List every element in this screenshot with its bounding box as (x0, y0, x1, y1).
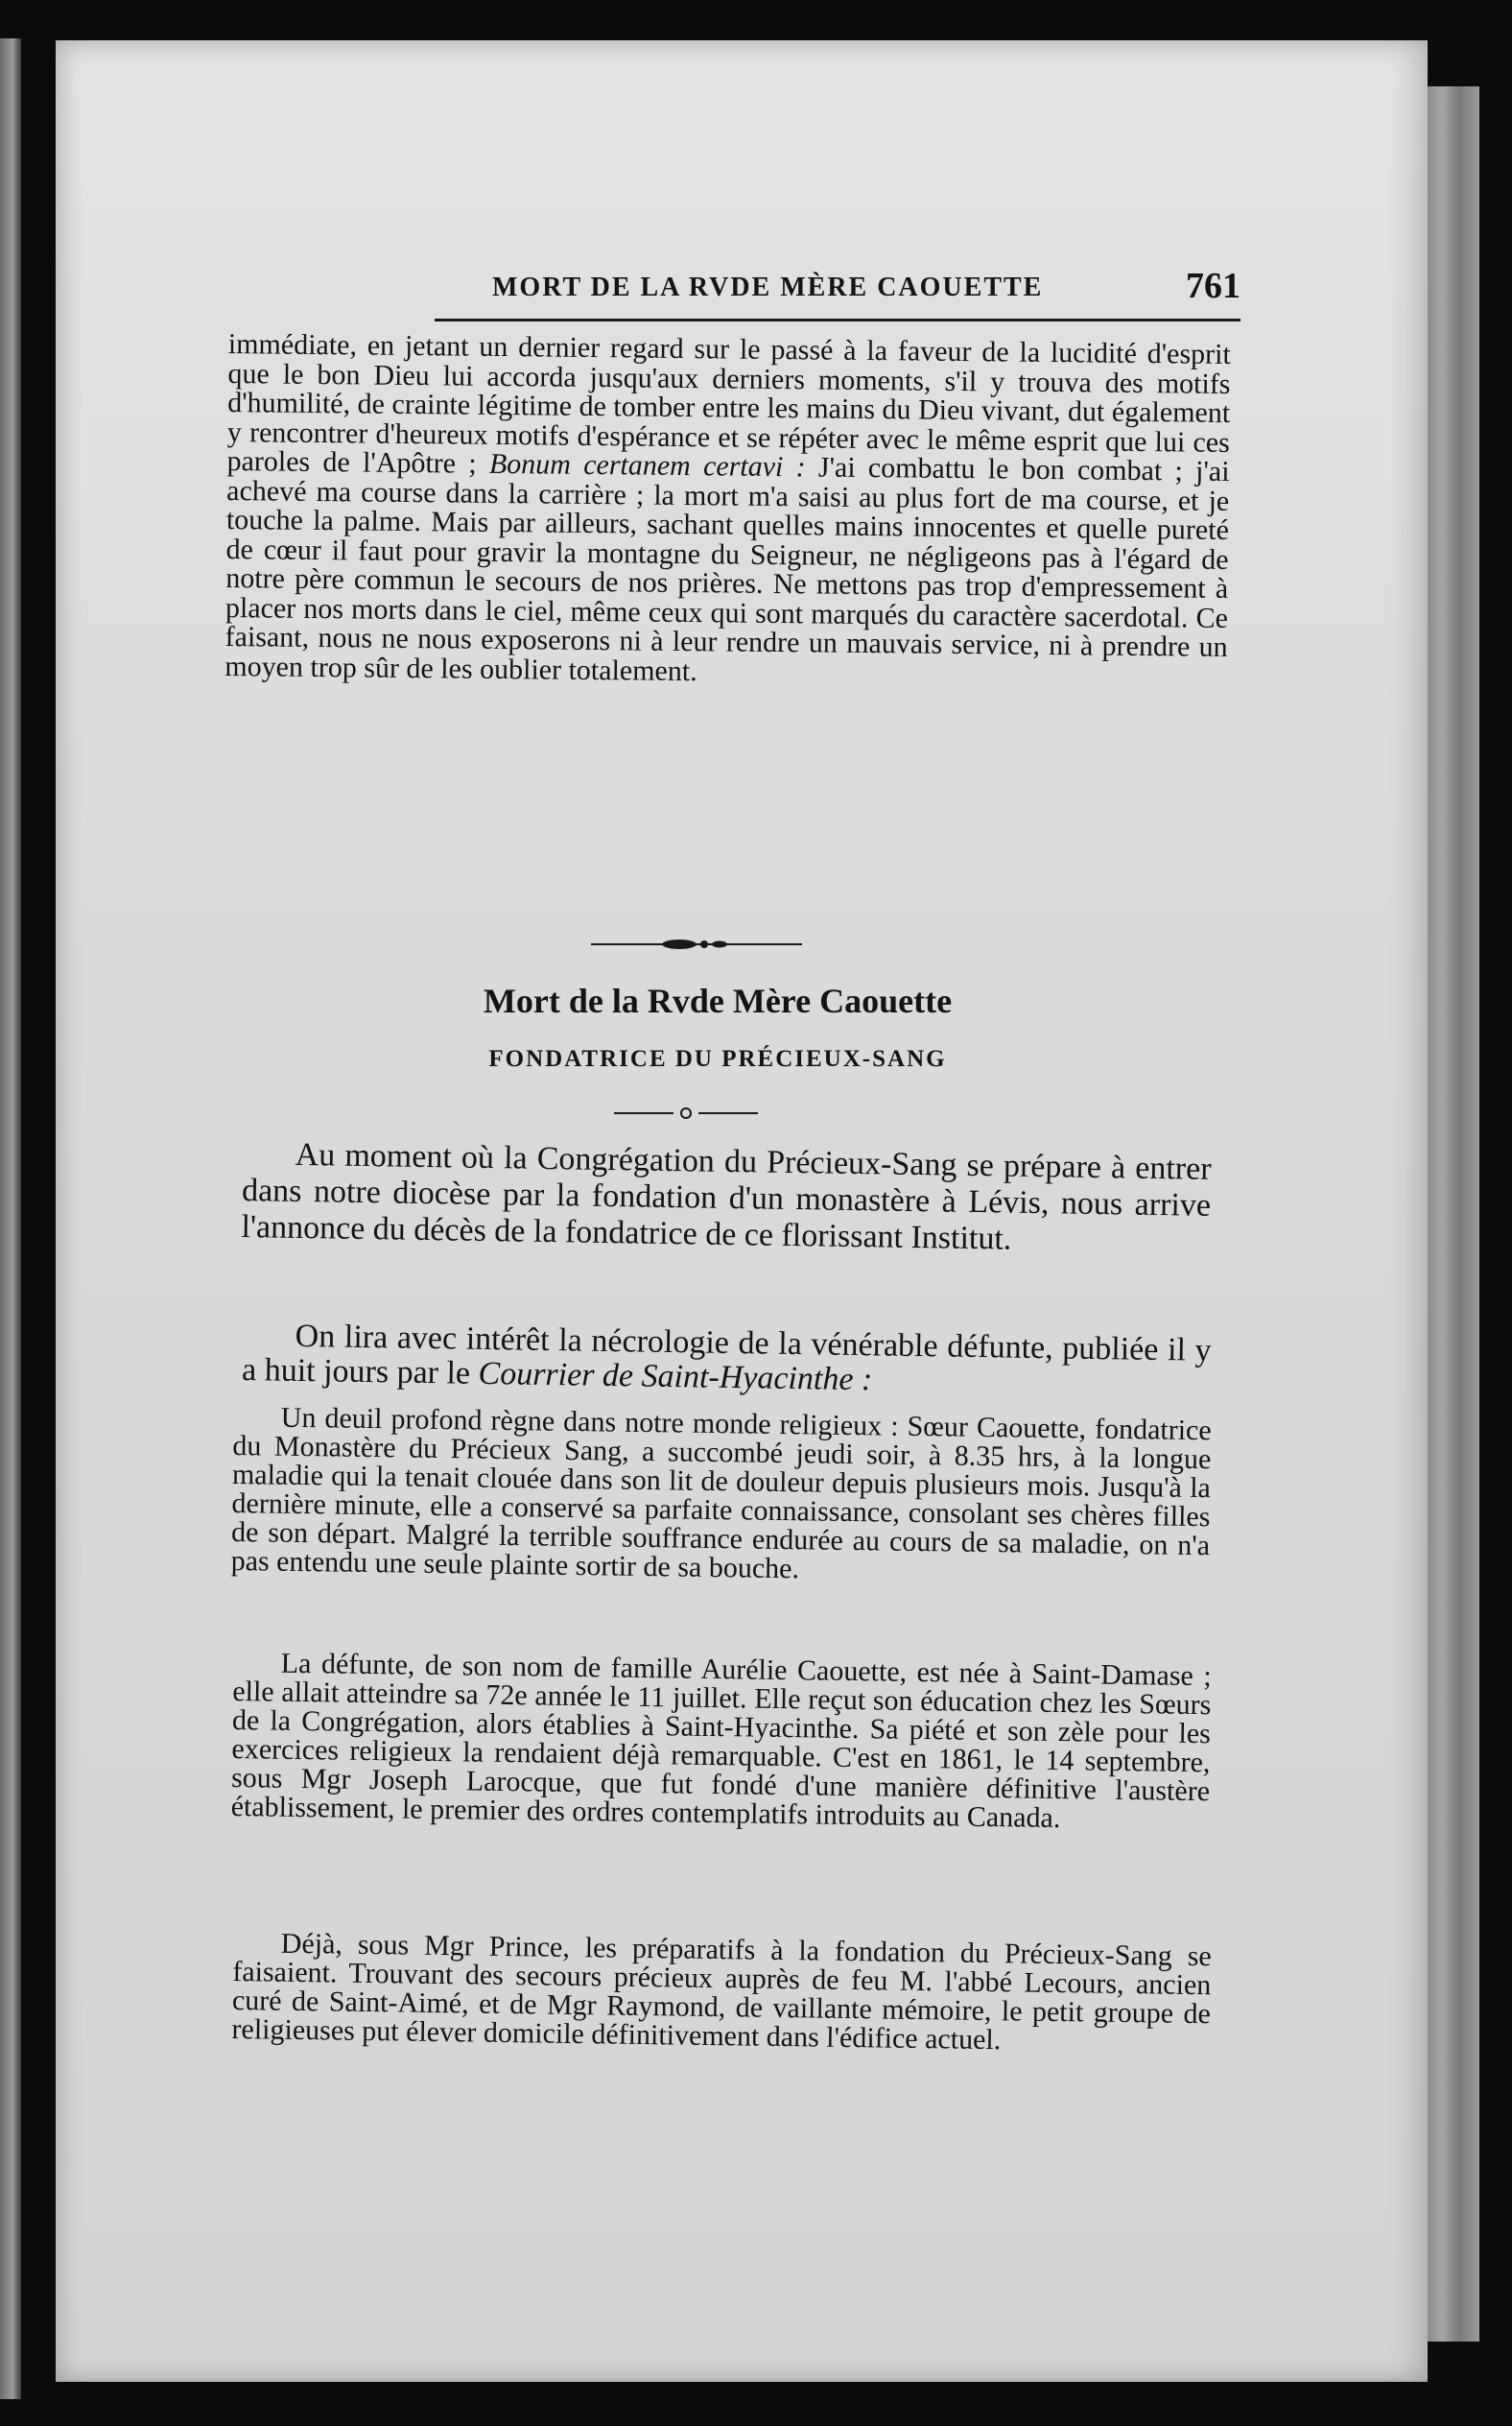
quoted-paragraph-1: Un deuil profond règne dans notre monde religieux : Sœur Caouette, fondatrice du Monastère du Précieux Sang, a succombé jeudi soir, à 8.35 hrs, à la longue maladie qui la tenait clouée dans son lit de douleur depuis plusieurs mois. Jusqu'à la dernière minute, elle a conservé sa parfaite connaissance, consolant ses chères filles de son départ. Malgré la terrible souffrance endurée au cours de sa maladie, on n'a pas entendu une seule plainte sortir de sa bouche. (230, 1401, 1212, 1585)
intro-paragraph-2 (242, 1319, 1212, 1403)
intro-paragraph-1: Au moment où la Congrégation du Précieux-Sang se prépare à entrer dans notre diocèse par la fondation d'un monastère à Lévis, nous arrive l'annonce du décès de la fondatrice de ce florissant Institut. (241, 1136, 1212, 1257)
running-title: MORT DE LA RVDE MÈRE CAOUETTE (492, 273, 1044, 302)
latin-quote: Bonum certanem certavi : (488, 447, 806, 484)
book-page (56, 40, 1428, 2382)
article-subtitle: FONDATRICE DU PRÉCIEUX-SANG (488, 1046, 947, 1072)
continued-paragraph (224, 330, 1231, 692)
ornament-divider (591, 933, 802, 956)
previous-page-edge (0, 38, 21, 2399)
newspaper-name: Courrier de Saint-Hyacinthe : (478, 1355, 873, 1398)
bottom-margin (56, 2382, 1428, 2426)
running-head (435, 261, 1240, 321)
continued-text-after: J'ai combattu le bon combat ; j'ai achevé ma course dans la carrière ; la mort m'a saisi au plus fort de ma course, et je touche la palme. Mais par ailleurs, sachant quelles mains innocentes et quelle pureté de cœur il faut pour gravir la montagne du Seigneur, ne négligeons pas à l'égard de notre père commun le secours de nos prières. Ne mettons pas trop d'empressement à placer nos morts dans le ciel, même ceux qui sont marqués du caractère sacerdotal. Ce faisant, nous ne nous exposerons ni à leur rendre un mauvais service, ni à prendre un moyen trop sûr de les oublier totalement. (224, 451, 1230, 687)
intro-2-text: On lira avec intérêt la nécrologie de la vénérable défunte, publiée il y a huit jours par le (241, 1318, 1212, 1391)
small-divider (614, 1104, 758, 1123)
continued-text-before: immédiate, en jetant un dernier regard sur le passé à la faveur de la lucidité d'esprit que le bon Dieu lui accorda jusqu'aux derniers moments, s'il y trouva des motifs d'humilité, de crainte légitime de tomber entre les mains du Dieu vivant, dut également y rencontrer d'heureux motifs d'espérance et se répéter avec le même esprit que lui ces paroles de l'Apôtre ; (226, 328, 1231, 480)
article-title: Mort de la Rvde Mère Caouette (483, 982, 953, 1020)
quoted-paragraph-2: La défunte, de son nom de famille Aurélie Caouette, est née à Saint-Damase ; elle allait atteindre sa 72e année le 11 juillet. Elle reçut son éducation chez les Sœurs de la Congrégation, alors établies à Saint-Hyacinthe. Sa piété et son zèle pour les exercices religieux la rendaient déjà remarquable. C'est en 1861, le 14 septembre, sous Mgr Joseph Larocque, que fut fondé d'une manière définitive l'austère établissement, le premier des ordres contemplatifs introduits au Canada. (230, 1647, 1212, 1835)
page-number: 761 (1186, 266, 1240, 306)
quoted-paragraph-3: Déjà, sous Mgr Prince, les préparatifs à la fondation du Précieux-Sang se faisaient. Trouvant des secours précieux auprès de feu M. l'abbé Lecours, ancien curé de Saint-Aimé, et de Mgr Raymond, de vaillante mémoire, le petit groupe de religieuses put élever domicile définitivement dans l'édifice actuel. (231, 1927, 1212, 2057)
